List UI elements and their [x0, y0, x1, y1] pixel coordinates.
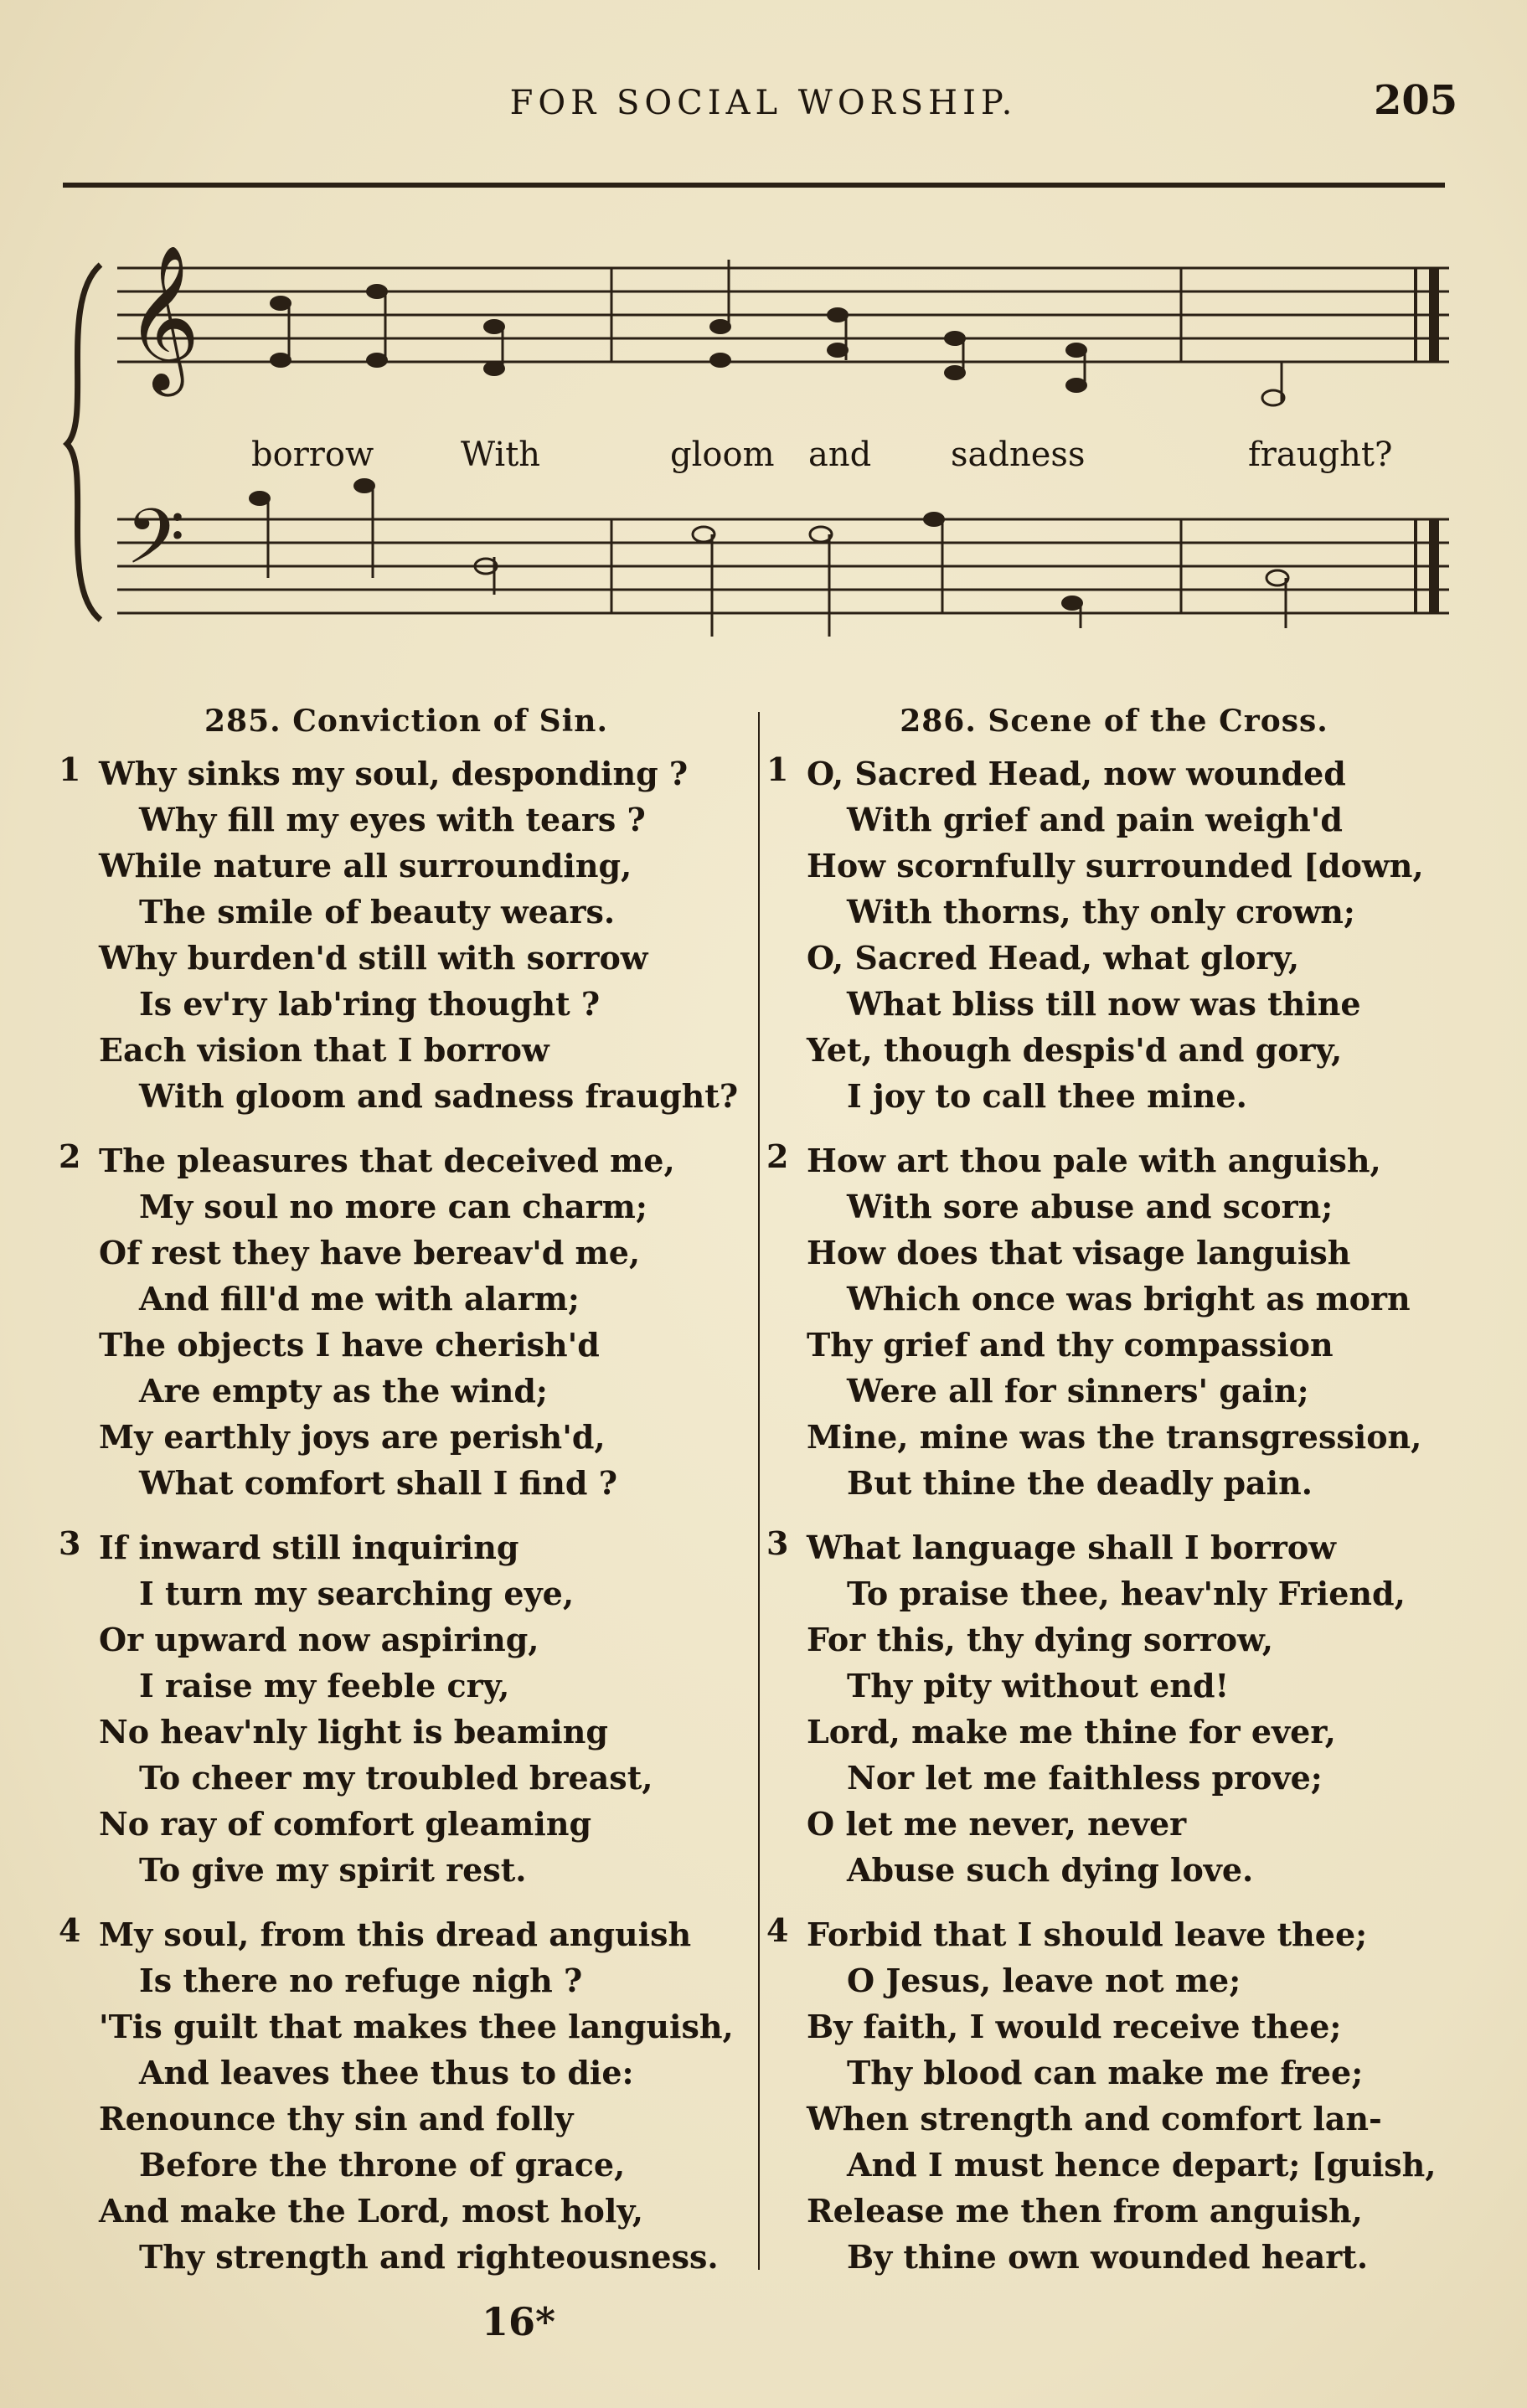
verse-line: 'Tis guilt that makes thee languish,	[99, 2008, 734, 2045]
verse-line: Is there no refuge nigh ?	[139, 1962, 583, 1999]
hymn-285	[59, 704, 754, 2298]
verse-line: Release me then from anguish,	[807, 2192, 1363, 2230]
hymn-title: 286. Scene of the Cross.	[900, 704, 1328, 739]
stanza-number: 2	[59, 1137, 81, 1175]
svg-text:𝄢: 𝄢	[126, 492, 185, 600]
verse-line: My soul, from this dread anguish	[99, 1916, 692, 1953]
verse-line: Thy strength and righteousness.	[139, 2238, 719, 2276]
page-number: 205	[1374, 77, 1458, 124]
stanza-number: 3	[59, 1524, 81, 1562]
verse-line: How scornfully surrounded [down,	[807, 847, 1424, 884]
verse-line: By thine own wounded heart.	[847, 2238, 1369, 2276]
verse-line: How does that visage languish	[807, 1234, 1351, 1271]
verse-line: And fill'd me with alarm;	[139, 1280, 580, 1317]
verse-line: Which once was bright as morn	[847, 1280, 1411, 1317]
music-lyric: and	[808, 436, 872, 474]
verse-line: And make the Lord, most holy,	[99, 2192, 643, 2230]
stanza	[59, 1137, 754, 1506]
verse-line: O, Sacred Head, now wounded	[807, 755, 1346, 792]
verse-line: For this, thy dying sorrow,	[807, 1621, 1273, 1658]
verse-line: Is ev'ry lab'ring thought ?	[139, 985, 601, 1023]
verse-line: By faith, I would receive thee;	[807, 2008, 1342, 2045]
verse-line: How art thou pale with anguish,	[807, 1142, 1381, 1179]
music-lyric: gloom	[670, 436, 775, 474]
verse-line: What language shall I borrow	[807, 1529, 1336, 1566]
verse-line: Before the throne of grace,	[139, 2146, 626, 2184]
hymn-286	[766, 704, 1462, 2298]
hymn-title: 285. Conviction of Sin.	[204, 704, 608, 739]
verse-line: Mine, mine was the transgression,	[807, 1418, 1422, 1456]
verse-line: Why fill my eyes with tears ?	[139, 801, 646, 838]
verse-line: To praise thee, heav'nly Friend,	[847, 1575, 1406, 1612]
verse-line: With sore abuse and scorn;	[847, 1188, 1334, 1225]
stanza-number: 2	[766, 1137, 789, 1175]
stanza-number: 1	[766, 750, 789, 788]
verse-line: To give my spirit rest.	[139, 1851, 527, 1889]
stanza	[59, 1911, 754, 2280]
verse-line: O Jesus, leave not me;	[847, 1962, 1241, 1999]
verse-line: With thorns, thy only crown;	[847, 893, 1355, 931]
signature-mark: 16*	[482, 2299, 556, 2344]
verse-line: If inward still inquiring	[99, 1529, 519, 1566]
verse-line: The pleasures that deceived me,	[99, 1142, 675, 1179]
verse-line: With gloom and sadness fraught?	[139, 1077, 739, 1115]
verse-line: Why burden'd still with sorrow	[99, 939, 648, 977]
verse-line: O, Sacred Head, what glory,	[807, 939, 1300, 977]
verse-line: Nor let me faithless prove;	[847, 1759, 1323, 1797]
verse-line: I turn my searching eye,	[139, 1575, 575, 1612]
verse-line: Abuse such dying love.	[847, 1851, 1254, 1889]
verse-line: My earthly joys are perish'd,	[99, 1418, 606, 1456]
verse-line: What comfort shall I find ?	[139, 1464, 617, 1502]
verse-line: My soul no more can charm;	[139, 1188, 647, 1225]
stanza	[59, 750, 754, 1119]
verse-line: Yet, though despis'd and gory,	[807, 1031, 1343, 1069]
music-lyric: borrow	[251, 436, 374, 474]
verse-line: Thy grief and thy compassion	[807, 1326, 1334, 1364]
music-lyric: sadness	[951, 436, 1086, 474]
verse-line: With grief and pain weigh'd	[847, 801, 1343, 838]
verse-line: Were all for sinners' gain;	[847, 1372, 1309, 1410]
stanza	[766, 1524, 1462, 1893]
stanza	[766, 1137, 1462, 1506]
stanza	[59, 1524, 754, 1893]
verse-line: To cheer my troubled breast,	[139, 1759, 653, 1797]
svg-text:𝄞: 𝄞	[126, 245, 200, 390]
verse-line: Are empty as the wind;	[139, 1372, 548, 1410]
stanza-number: 1	[59, 750, 81, 788]
music-lyric: With	[461, 436, 541, 474]
verse-line: The objects I have cherish'd	[99, 1326, 600, 1364]
verse-line: When strength and comfort lan-	[807, 2100, 1382, 2137]
stanza-number: 3	[766, 1524, 789, 1562]
stanza-number: 4	[59, 1911, 81, 1949]
stanza	[766, 1911, 1462, 2280]
verse-line: The smile of beauty wears.	[139, 893, 616, 931]
verse-line: No heav'nly light is beaming	[99, 1713, 608, 1751]
verse-line: Each vision that I borrow	[99, 1031, 549, 1069]
verse-line: What bliss till now was thine	[847, 985, 1361, 1023]
verse-line: O let me never, never	[807, 1805, 1187, 1843]
stanza	[766, 750, 1462, 1119]
verse-line: But thine the deadly pain.	[847, 1464, 1313, 1502]
verse-line: Thy blood can make me free;	[847, 2054, 1364, 2091]
music-lyric: fraught?	[1248, 436, 1393, 474]
verse-line: Of rest they have bereav'd me,	[99, 1234, 641, 1271]
running-title: FOR SOCIAL WORSHIP.	[509, 84, 1018, 122]
header-rule	[63, 183, 1445, 188]
verse-line: Thy pity without end!	[847, 1667, 1230, 1704]
verse-line: Lord, make me thine for ever,	[807, 1713, 1336, 1751]
verse-line: While nature all surrounding,	[99, 847, 632, 884]
verse-line: Or upward now aspiring,	[99, 1621, 539, 1658]
verse-line: I raise my feeble cry,	[139, 1667, 510, 1704]
verse-line: Forbid that I should leave thee;	[807, 1916, 1368, 1953]
verse-line: No ray of comfort gleaming	[99, 1805, 592, 1843]
verse-line: Why sinks my soul, desponding ?	[99, 755, 689, 792]
verse-line: I joy to call thee mine.	[847, 1077, 1247, 1115]
verse-line: Renounce thy sin and folly	[99, 2100, 574, 2137]
verse-line: And leaves thee thus to die:	[139, 2054, 634, 2091]
stanza-number: 4	[766, 1911, 789, 1949]
verse-line: And I must hence depart; [guish,	[847, 2146, 1437, 2184]
column-divider	[758, 712, 760, 2270]
